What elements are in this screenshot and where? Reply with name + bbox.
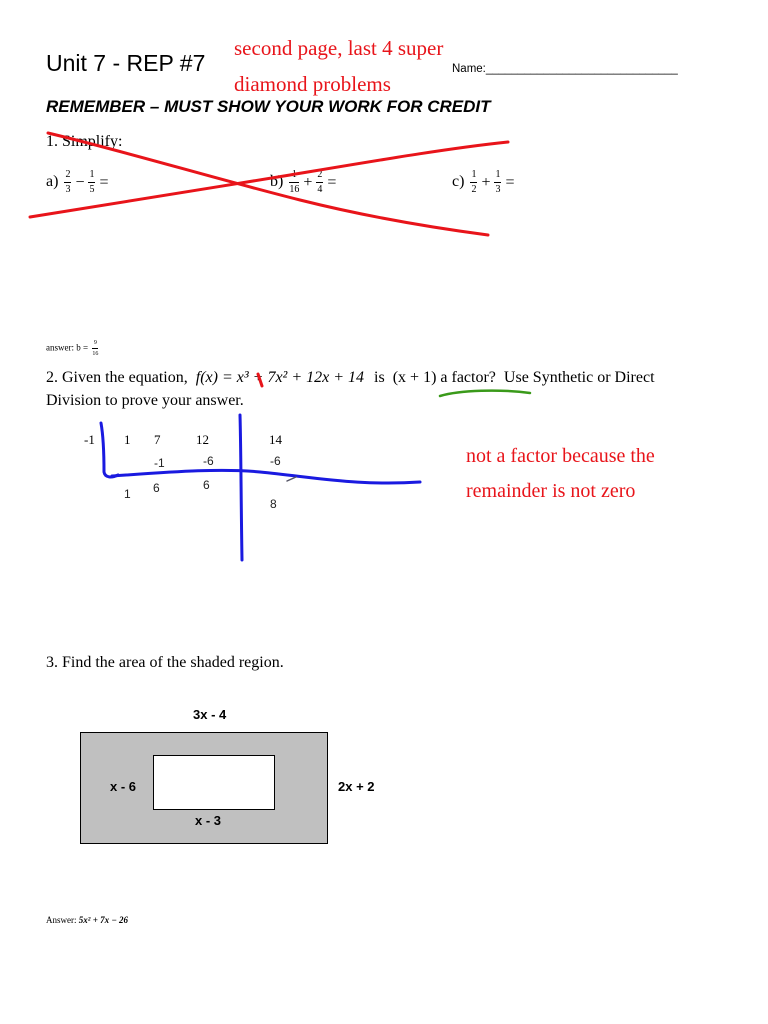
- question-2-line-1: 2. Given the equation, f(x) = x³ + 7x² + 12x + 14 is (x + 1) a factor? Use Synthetic or Direct: [46, 369, 655, 386]
- small-check-mark: [287, 477, 296, 481]
- question-2-line-2: Division to prove your answer.: [46, 392, 244, 409]
- blue-vertical-line: [240, 415, 242, 560]
- inner-height-label: x - 6: [110, 779, 137, 794]
- question-1-prompt: 1. Simplify:: [46, 133, 123, 150]
- question-3-prompt: 3. Find the area of the shaded region.: [46, 654, 284, 671]
- synthetic-divisor: -1: [84, 432, 95, 447]
- fraction: $\frac{1}{2}$: [471, 169, 477, 195]
- synthetic-mid: -6: [203, 454, 214, 468]
- synthetic-mid: -6: [270, 454, 281, 468]
- problem-1b: b) $\frac{1}{16}$ + $\frac{2}{4}$ =: [270, 169, 337, 195]
- question-3-answer: Answer: 5x² + 7x − 26: [46, 915, 129, 925]
- factor-note-line-2: remainder is not zero: [466, 480, 636, 502]
- page-title: Unit 7 - REP #7: [46, 50, 206, 76]
- synthetic-coeff: 12: [196, 432, 209, 447]
- problem-1c: c) $\frac{1}{2}$ + $\frac{1}{3}$ =: [452, 169, 515, 195]
- red-cross-stroke: [48, 133, 488, 235]
- synthetic-result: 1: [124, 487, 131, 501]
- handwritten-note-line-2: diamond problems: [234, 72, 391, 96]
- fraction: $\frac{1}{16}$: [289, 169, 300, 195]
- inner-width-label: x - 3: [195, 813, 222, 828]
- fraction: $\frac{2}{3}$: [65, 169, 71, 195]
- synthetic-result: 6: [153, 481, 160, 495]
- problem-1a: a) $\frac{2}{3}$ − $\frac{1}{5}$ =: [46, 169, 109, 195]
- problem-label: b): [270, 173, 284, 191]
- fraction: $\frac{1}{3}$: [495, 169, 501, 195]
- factor-note-line-1: not a factor because the: [466, 445, 655, 467]
- outer-width-label: 3x - 4: [193, 707, 227, 722]
- handwritten-note-line-1: second page, last 4 super: [234, 36, 444, 60]
- name-field-label: Name:______________________________: [452, 63, 678, 75]
- equation: f(x) = x³ + 7x² + 12x + 14: [195, 369, 365, 386]
- problem-label: a): [46, 173, 59, 191]
- outer-height-label: 2x + 2: [338, 779, 375, 794]
- green-underline: [440, 391, 530, 396]
- instructions-heading: REMEMBER – MUST SHOW YOUR WORK FOR CREDIT: [46, 97, 491, 116]
- blue-horizontal-line: [112, 470, 420, 483]
- synthetic-result: 6: [203, 478, 210, 492]
- synthetic-mid: -1: [154, 456, 165, 470]
- blue-vertical-line: [101, 423, 118, 477]
- synthetic-coeff: 7: [154, 432, 161, 447]
- problem-label: c): [452, 173, 465, 191]
- fraction: $\frac{1}{5}$: [89, 169, 95, 195]
- synthetic-coeff: 14: [269, 432, 282, 447]
- fraction: $\frac{2}{4}$: [317, 169, 323, 195]
- red-cross-stroke: [30, 142, 508, 217]
- red-tick-mark: [258, 374, 262, 386]
- answer-expression: 5x² + 7x − 26: [78, 915, 129, 925]
- answer-fraction: $\frac{9}{16}$: [92, 340, 99, 357]
- synthetic-coeff: 1: [124, 432, 131, 447]
- synthetic-remainder: 8: [270, 497, 277, 511]
- factor-text: (x + 1) a factor?: [392, 369, 496, 386]
- question-1-answer: answer: b = $\frac{9}{16}$: [46, 340, 99, 357]
